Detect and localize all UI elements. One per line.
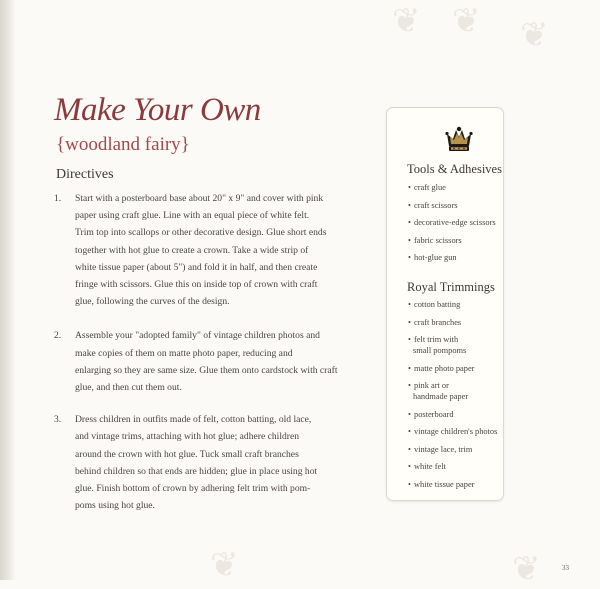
page-title: Make Your Own: [54, 92, 261, 128]
list-item: • posterboard: [408, 409, 454, 419]
directives-list: [54, 190, 344, 514]
step-line: white tissue paper (about 5") and fold it in half, and then create: [75, 261, 318, 273]
list-item: • pink art or handmade paper: [408, 381, 469, 401]
step-text: [75, 190, 344, 310]
step-line: and vintage trims, attaching with hot glue; adhere children: [75, 431, 300, 443]
step-line: paper using craft glue. Line with an equal piece of white felt.: [75, 210, 310, 222]
tools-heading: Tools & Adhesives: [407, 162, 502, 176]
step-line: behind children so that ends are hidden; glue in place using hot: [75, 465, 318, 477]
trimmings-list: [408, 299, 497, 496]
crown-icon: [445, 124, 473, 154]
list-item: • white tissue paper: [408, 479, 475, 489]
step-text: [75, 411, 344, 514]
step-line: glue, following the curves of the design.: [75, 296, 230, 308]
step-number: 2.: [54, 330, 62, 342]
page-number: 33: [562, 564, 569, 572]
step-line: together with hot glue to create a crown. Take a wide strip of: [75, 244, 309, 256]
step-line: glue. Finish bottom of crown by adhering felt trim with pom-: [75, 483, 311, 495]
step-line: Start with a posterboard base about 20" x 9" and cover with pink: [75, 193, 324, 204]
list-item: • craft branches: [408, 317, 462, 327]
list-item: • hot-glue gun: [408, 253, 457, 262]
ornament-icon: ❦: [452, 1, 481, 41]
page-subtitle: {woodland fairy}: [56, 134, 190, 155]
step-line: make copies of them on matte photo paper, reducing and: [75, 347, 293, 359]
step-number: 3.: [54, 414, 62, 426]
step-line: Assemble your "adopted family" of vintage children photos and: [75, 330, 320, 342]
directives-heading: Directives: [56, 167, 114, 182]
list-item: • matte photo paper: [408, 363, 475, 373]
list-item: • craft glue: [408, 183, 446, 192]
step-line: poms using hot glue.: [75, 500, 155, 512]
list-item: • felt trim with small pompoms: [408, 335, 467, 355]
step-line: Dress children in outfits made of felt, cotton batting, old lace,: [75, 414, 312, 426]
list-item: • vintage lace, trim: [408, 444, 473, 454]
step-item: [54, 327, 344, 396]
trimmings-heading: Royal Trimmings: [407, 280, 495, 294]
step-item: [54, 411, 344, 514]
tools-list: [408, 182, 496, 270]
step-line: Trim top into scallops or other decorative design. Glue short ends: [75, 227, 327, 239]
ornament-icon: ❦: [210, 545, 239, 585]
ornament-icon: ❦: [512, 549, 541, 589]
page-gutter: [0, 0, 16, 580]
step-line: fringe with scissors. Glue this on inside top of crown with craft: [75, 279, 318, 291]
step-line: enlarging so they are same size. Glue them onto cardstock with craft: [75, 364, 338, 376]
list-item: • decorative-edge scissors: [408, 218, 496, 227]
list-item: • vintage children's photos: [408, 427, 498, 436]
list-item: • cotton batting: [408, 300, 461, 309]
step-text: [75, 327, 344, 396]
list-item: • craft scissors: [408, 200, 458, 210]
ornament-icon: ❦: [520, 15, 549, 55]
supplies-card: [386, 107, 504, 501]
step-number: 1.: [54, 193, 62, 204]
step-line: around the crown with hot glue. Tuck small craft branches: [75, 448, 299, 460]
ornament-icon: ❦: [392, 1, 421, 41]
step-line: glue, and then cut them out.: [75, 382, 182, 394]
list-item: • fabric scissors: [408, 235, 462, 245]
step-item: [54, 190, 344, 310]
list-item: • white felt: [408, 462, 446, 471]
